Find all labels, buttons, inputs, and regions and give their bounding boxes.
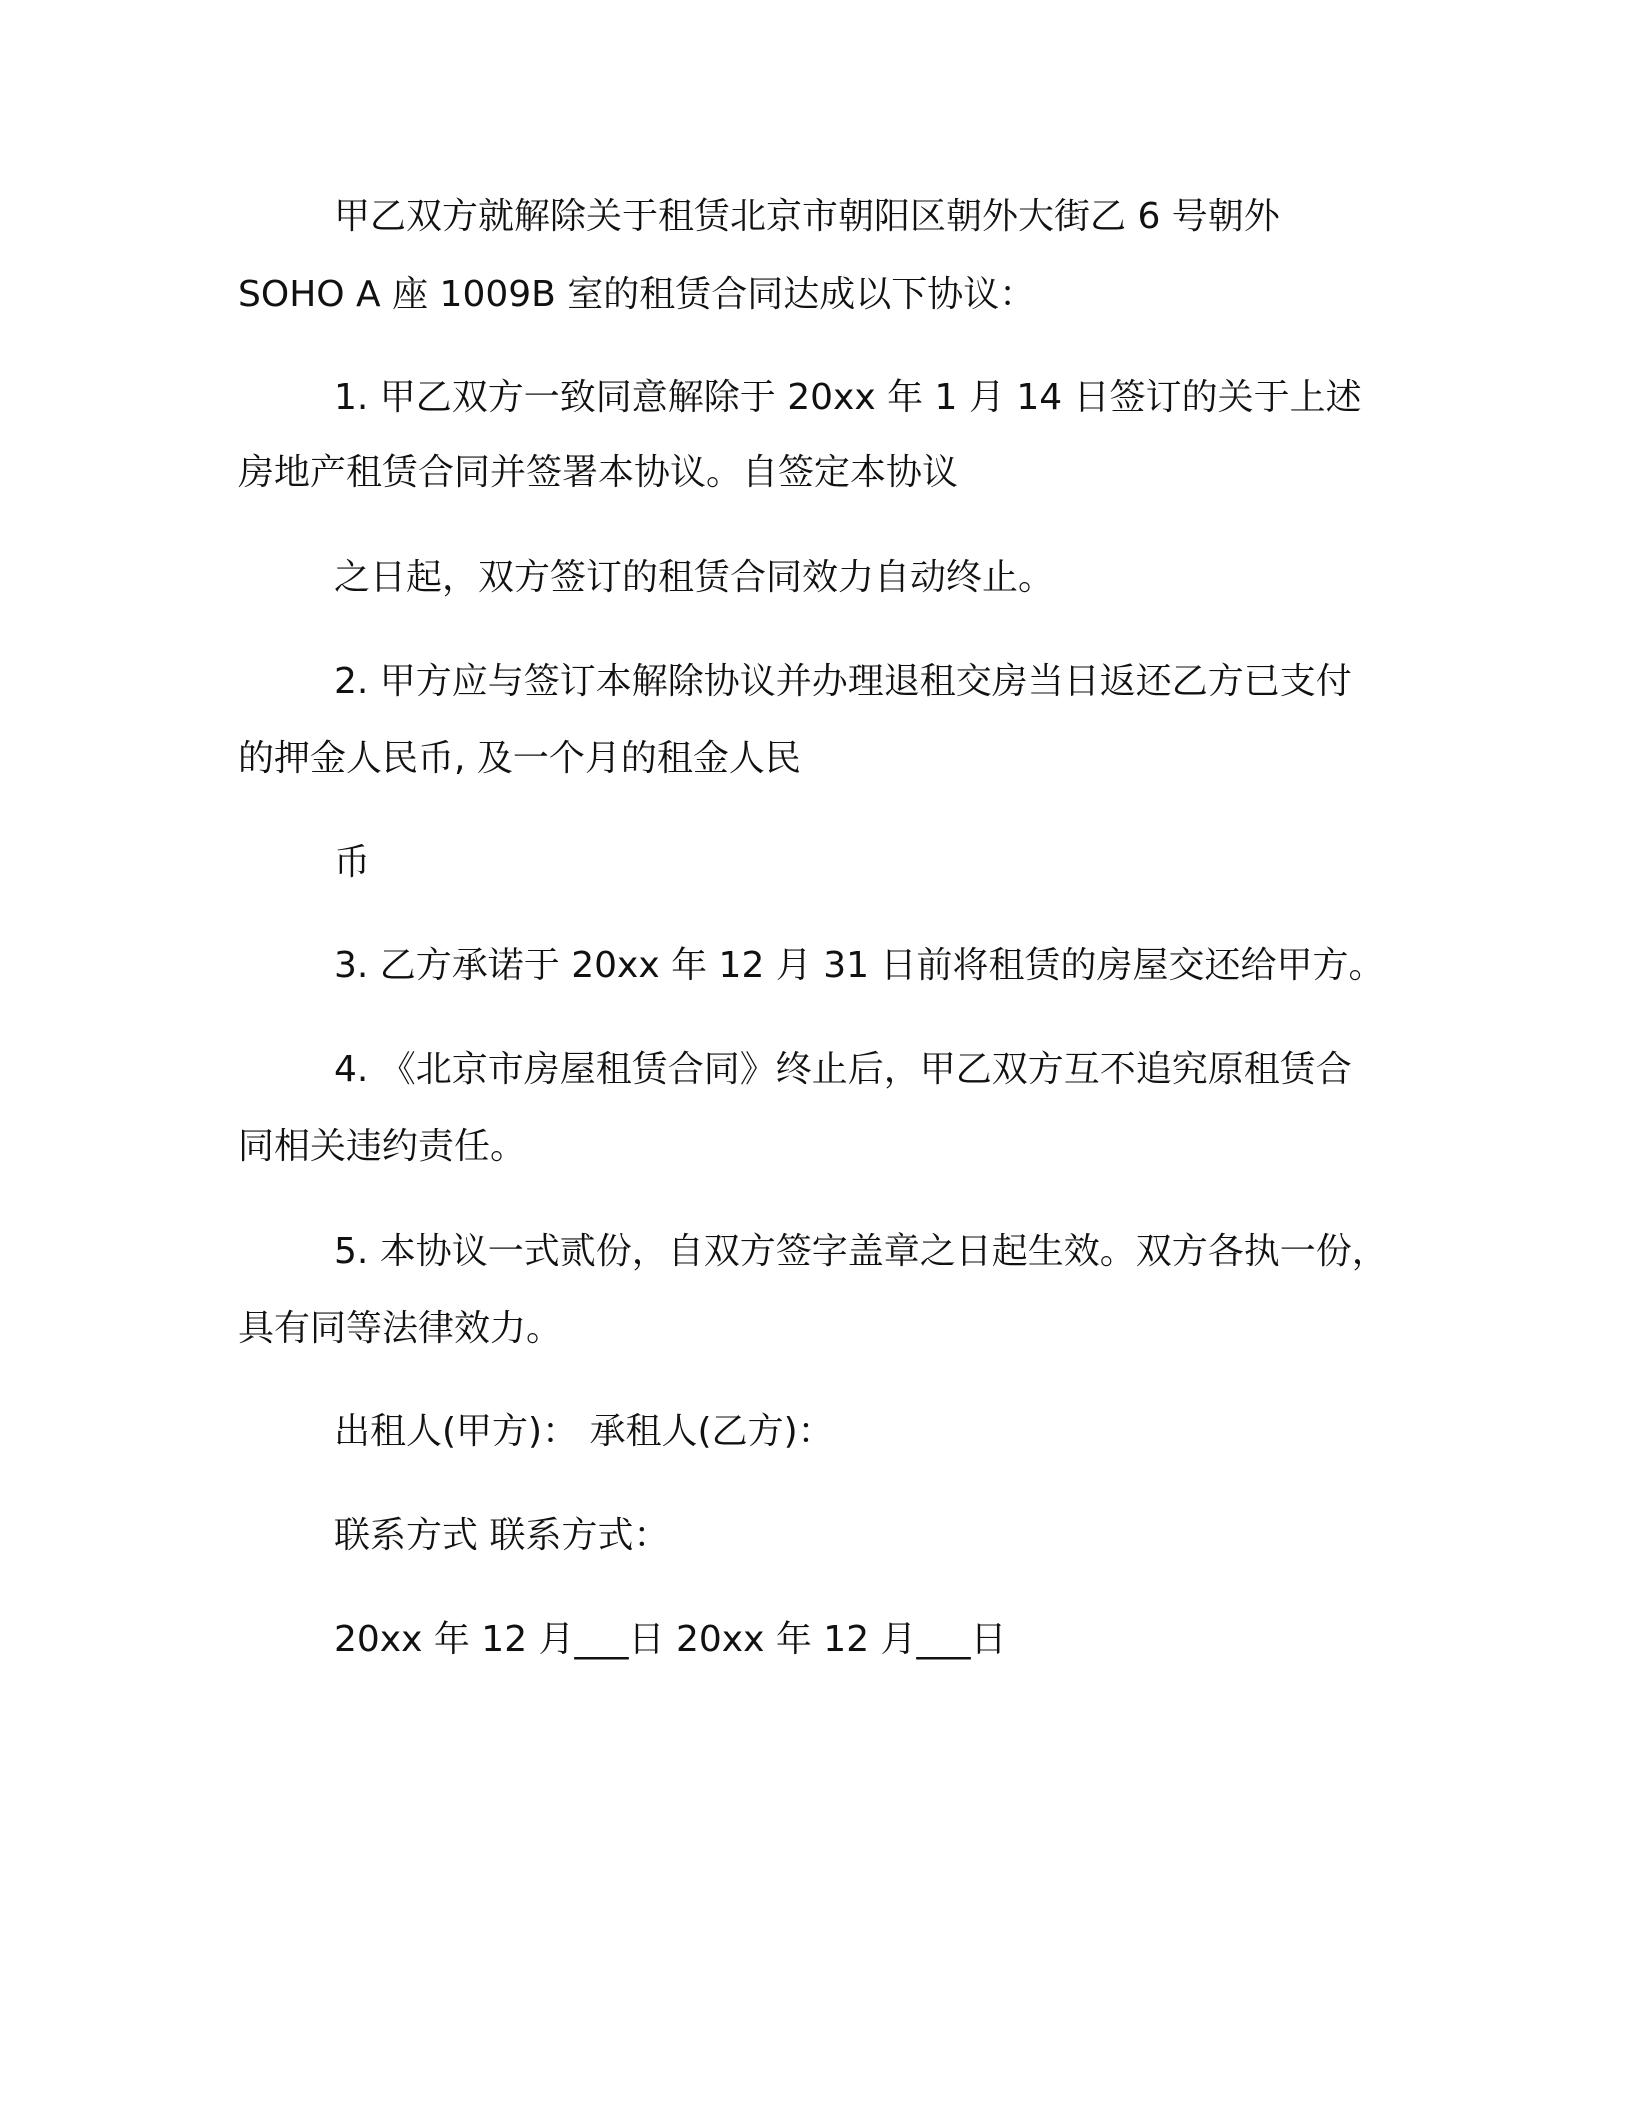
intro-line-1: 甲乙双方就解除关于租赁北京市朝阳区朝外大街乙 6 号朝外 bbox=[334, 196, 1280, 237]
clause-3-line-1: 3. 乙方承诺于 20xx 年 12 月 31 日前将租赁的房屋交还给甲方。 bbox=[334, 945, 1385, 986]
clause-5-line-1: 5. 本协议一式贰份，自双方签字盖章之日起生效。双方各执一份， bbox=[334, 1231, 1388, 1272]
intro-line-2: SOHO A 座 1009B 室的租赁合同达成以下协议： bbox=[238, 274, 1036, 315]
signature-dates: 20xx 年 12 月___日 20xx 年 12 月___日 bbox=[334, 1619, 1007, 1660]
clause-4-line-2: 同相关违约责任。 bbox=[238, 1126, 527, 1167]
clause-2-line-2: 的押金人民币, 及一个月的租金人民 bbox=[238, 738, 801, 779]
signature-contact: 联系方式 联系方式： bbox=[334, 1515, 670, 1556]
clause-5-line-2: 具有同等法律效力。 bbox=[238, 1308, 563, 1349]
clause-2-line-1: 2. 甲方应与签订本解除协议并办理退租交房当日返还乙方已支付 bbox=[334, 661, 1352, 702]
clause-1-line-3: 之日起，双方签订的租赁合同效力自动终止。 bbox=[334, 557, 1055, 598]
clause-4-line-1: 4. 《北京市房屋租赁合同》终止后，甲乙双方互不追究原租赁合 bbox=[334, 1049, 1352, 1090]
signature-parties: 出租人(甲方)： 承租人(乙方)： bbox=[334, 1411, 834, 1452]
clause-2-line-3: 币 bbox=[334, 842, 371, 883]
clause-1-line-2: 房地产租赁合同并签署本协议。自签定本协议 bbox=[238, 452, 959, 493]
clause-1-line-1: 1. 甲乙双方一致同意解除于 20xx 年 1 月 14 日签订的关于上述 bbox=[334, 377, 1362, 418]
